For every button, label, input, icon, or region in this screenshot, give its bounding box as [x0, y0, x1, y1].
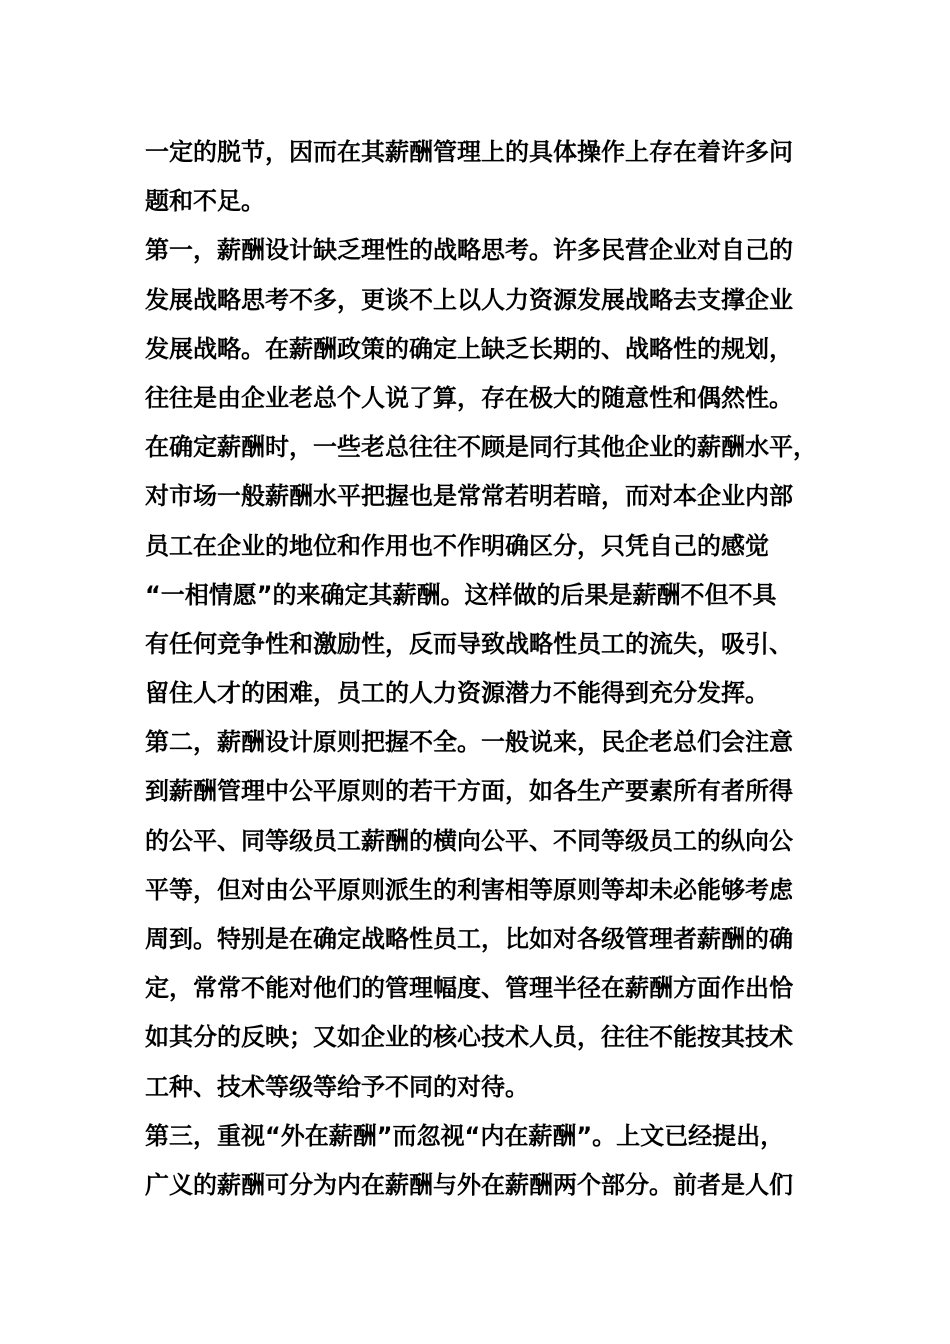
body-text — [145, 128, 835, 1210]
text-line: 工种、技术等级等给予不同的对待。 — [145, 1072, 529, 1101]
text-line: 在确定薪酬时，一些老总往往不顾是同行其他企业的薪酬水平， — [145, 433, 817, 462]
text-line: 一定的脱节，因而在其薪酬管理上的具体操作上存在着许多问 — [145, 138, 793, 166]
text-line: 广义的薪酬可分为内在薪酬与外在薪酬两个部分。前者是人们 — [145, 1170, 793, 1199]
text-line: 题和不足。 — [145, 187, 265, 216]
text-line: 对市场一般薪酬水平把握也是常常若明若暗，而对本企业内部 — [145, 482, 793, 511]
text-line: 到薪酬管理中公平原则的若干方面，如各生产要素所有者所得 — [145, 777, 793, 806]
text-line: 有任何竞争性和激励性，反而导致战略性员工的流失，吸引、 — [145, 629, 793, 658]
text-line: 如其分的反映；又如企业的核心技术人员，往往不能按其技术 — [145, 1023, 793, 1052]
text-line: 员工在企业的地位和作用也不作明确区分，只凭自己的感觉 — [145, 531, 769, 560]
text-line: 往往是由企业老总个人说了算，存在极大的随意性和偶然性。 — [145, 383, 793, 412]
text-line: 第一，薪酬设计缺乏理性的战略思考。许多民营企业对自己的 — [145, 236, 793, 265]
text-line: 平等，但对由公平原则派生的利害相等原则等却未必能够考虑 — [145, 875, 793, 904]
text-line: 发展战略思考不多，更谈不上以人力资源发展战略去支撑企业 — [145, 285, 793, 314]
text-line: 留住人才的困难，员工的人力资源潜力不能得到充分发挥。 — [145, 679, 769, 708]
text-line: “一相情愿”的来确定其薪酬。这样做的后果是薪酬不但不具 — [145, 580, 777, 609]
text-line: 第三，重视“外在薪酬”而忽视“内在薪酬”。上文已经提出， — [145, 1121, 785, 1150]
text-line: 第二，薪酬设计原则把握不全。一般说来，民企老总们会注意 — [145, 728, 793, 757]
text-line: 发展战略。在薪酬政策的确定上缺乏长期的、战略性的规划， — [145, 334, 793, 363]
text-line: 的公平、同等级员工薪酬的横向公平、不同等级员工的纵向公 — [145, 826, 793, 855]
text-line: 定，常常不能对他们的管理幅度、管理半径在薪酬方面作出恰 — [145, 974, 793, 1003]
text-line: 周到。特别是在确定战略性员工，比如对各级管理者薪酬的确 — [145, 925, 793, 953]
